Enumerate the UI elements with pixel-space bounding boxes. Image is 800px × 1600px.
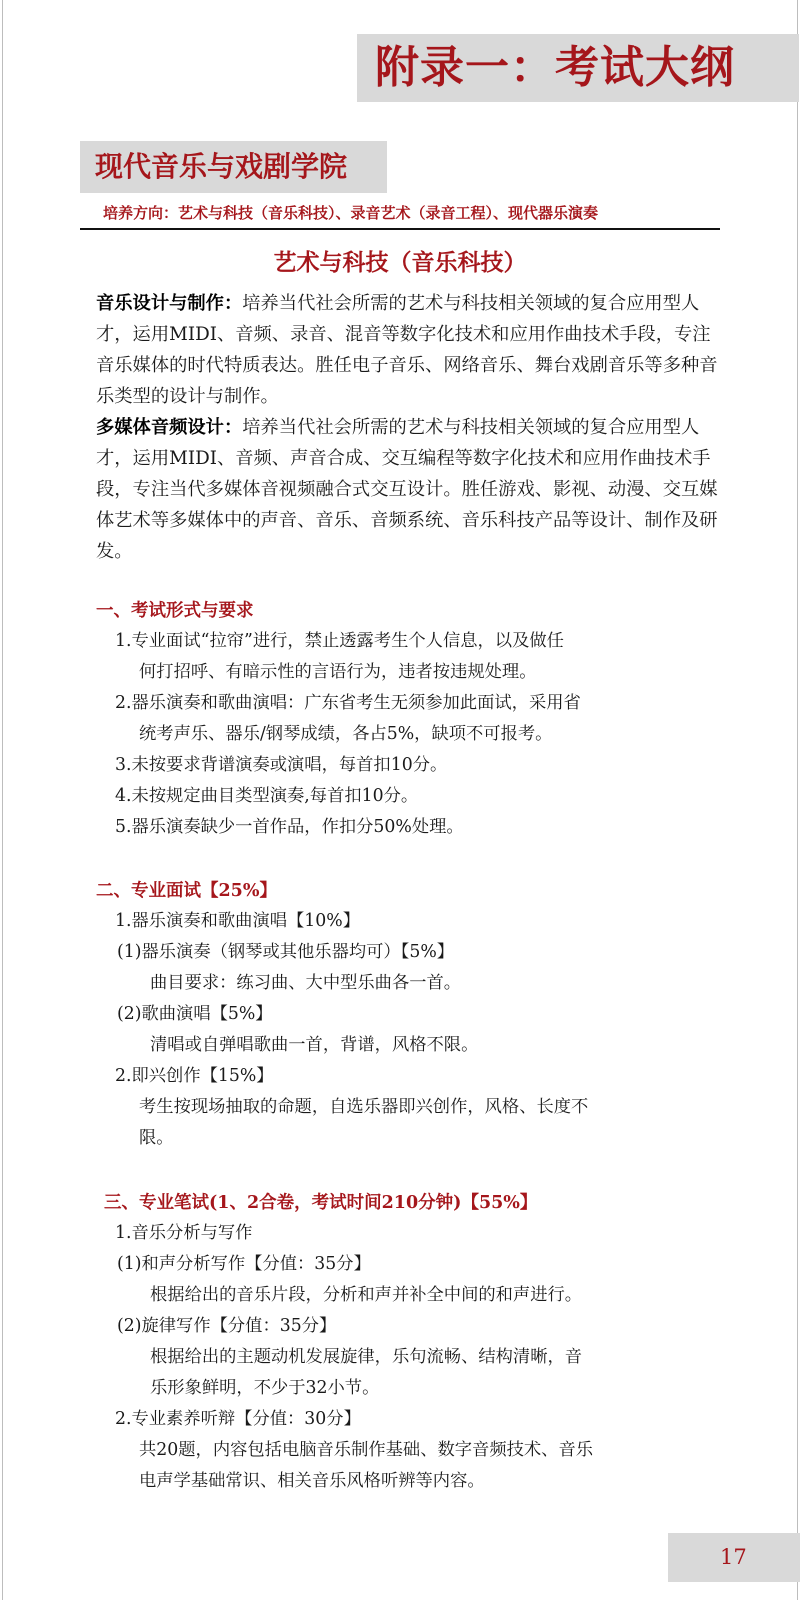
section-heading: 一、考试形式与要求 bbox=[96, 601, 254, 621]
section-heading: 三、专业笔试(1、2合卷，考试时间210分钟)【55%】 bbox=[104, 1193, 538, 1213]
section-exam-format bbox=[96, 596, 581, 843]
list-item: 2.即兴创作【15%】 bbox=[115, 1066, 274, 1086]
list-item: 1.音乐分析与写作 bbox=[115, 1223, 253, 1243]
page-number: 17 bbox=[720, 1545, 747, 1569]
list-item: 5.器乐演奏缺少一首作品，作扣分50%处理。 bbox=[115, 817, 464, 837]
intro-lead-multimedia-audio: 多媒体音频设计： bbox=[96, 417, 243, 438]
list-item: (1)器乐演奏（钢琴或其他乐器均可）【5%】 bbox=[117, 942, 455, 962]
training-directions: 培养方向：艺术与科技（音乐科技）、录音艺术（录音工程）、现代器乐演奏 bbox=[103, 204, 599, 222]
intro-text-multimedia-audio: 培养当代社会所需的艺术与科技相关领域的复合应用型人才，运用MIDI、音频、声音合成、交互编程等数字化技术和应用作曲技术手段，专注当代多媒体音视频融合式交互设计。胜任游戏、影视、动漫、交互媒体艺术等多媒体中的声音、音乐、音频系统、音乐科技产品等设计、制作及研发。 bbox=[96, 417, 718, 562]
page-right-border bbox=[797, 0, 798, 1600]
list-item: 2.专业素养听辩【分值：30分】 bbox=[115, 1409, 361, 1429]
list-item: 根据给出的音乐片段，分析和声并补全中间的和声进行。 bbox=[150, 1285, 583, 1305]
list-item: 2.器乐演奏和歌曲演唱：广东省考生无须参加此面试，采用省 bbox=[115, 693, 581, 713]
list-item: 何打招呼、有暗示性的言语行为，违者按违规处理。 bbox=[139, 662, 537, 682]
appendix-header-box bbox=[357, 34, 799, 102]
list-item: 考生按现场抽取的命题，自选乐器即兴创作，风格、长度不 bbox=[139, 1097, 589, 1117]
intro-lead-music-design: 音乐设计与制作： bbox=[96, 293, 243, 314]
list-item: (2)旋律写作【分值：35分】 bbox=[117, 1316, 337, 1336]
list-item: 共20题，内容包括电脑音乐制作基础、数字音频技术、音乐 bbox=[139, 1440, 594, 1460]
intro-block bbox=[96, 288, 718, 567]
page-left-border bbox=[2, 0, 3, 1600]
intro-paragraph-music-design bbox=[96, 288, 718, 412]
header-divider bbox=[80, 228, 720, 230]
major-title: 艺术与科技（音乐科技） bbox=[273, 249, 527, 276]
list-item: 1.专业面试“拉帘”进行，禁止透露考生个人信息，以及做任 bbox=[115, 631, 564, 651]
page-number-box bbox=[668, 1533, 800, 1582]
list-item: 乐形象鲜明，不少于32小节。 bbox=[150, 1378, 380, 1398]
appendix-title: 附录一：考试大纲 bbox=[375, 42, 735, 93]
list-item: 根据给出的主题动机发展旋律，乐句流畅、结构清晰，音 bbox=[150, 1347, 583, 1367]
list-item: 电声学基础常识、相关音乐风格听辨等内容。 bbox=[139, 1471, 485, 1491]
list-item: 1.器乐演奏和歌曲演唱【10%】 bbox=[115, 911, 360, 931]
list-item: 3.未按要求背谱演奏或演唱，每首扣10分。 bbox=[115, 755, 448, 775]
intro-paragraph-multimedia-audio bbox=[96, 412, 718, 567]
section-written-exam bbox=[104, 1188, 593, 1497]
college-title: 现代音乐与戏剧学院 bbox=[95, 150, 348, 183]
list-item: 4.未按规定曲目类型演奏,每首扣10分。 bbox=[115, 786, 419, 806]
list-item: 曲目要求：练习曲、大中型乐曲各一首。 bbox=[150, 973, 462, 993]
intro-text-music-design: 培养当代社会所需的艺术与科技相关领域的复合应用型人才，运用MIDI、音频、录音、混音等数字化技术和应用作曲技术手段，专注音乐媒体的时代特质表达。胜任电子音乐、网络音乐、舞台戏剧音乐等多种音乐类型的设计与制作。 bbox=[96, 293, 718, 407]
list-item: 限。 bbox=[139, 1128, 174, 1148]
list-item: 清唱或自弹唱歌曲一首，背谱，风格不限。 bbox=[150, 1035, 479, 1055]
section-heading: 二、专业面试【25%】 bbox=[96, 881, 277, 901]
college-header-box bbox=[80, 141, 387, 193]
section-interview bbox=[96, 876, 588, 1154]
list-item: 统考声乐、器乐/钢琴成绩，各占5%，缺项不可报考。 bbox=[139, 724, 553, 744]
list-item: (1)和声分析写作【分值：35分】 bbox=[117, 1254, 371, 1274]
list-item: (2)歌曲演唱【5%】 bbox=[117, 1004, 273, 1024]
